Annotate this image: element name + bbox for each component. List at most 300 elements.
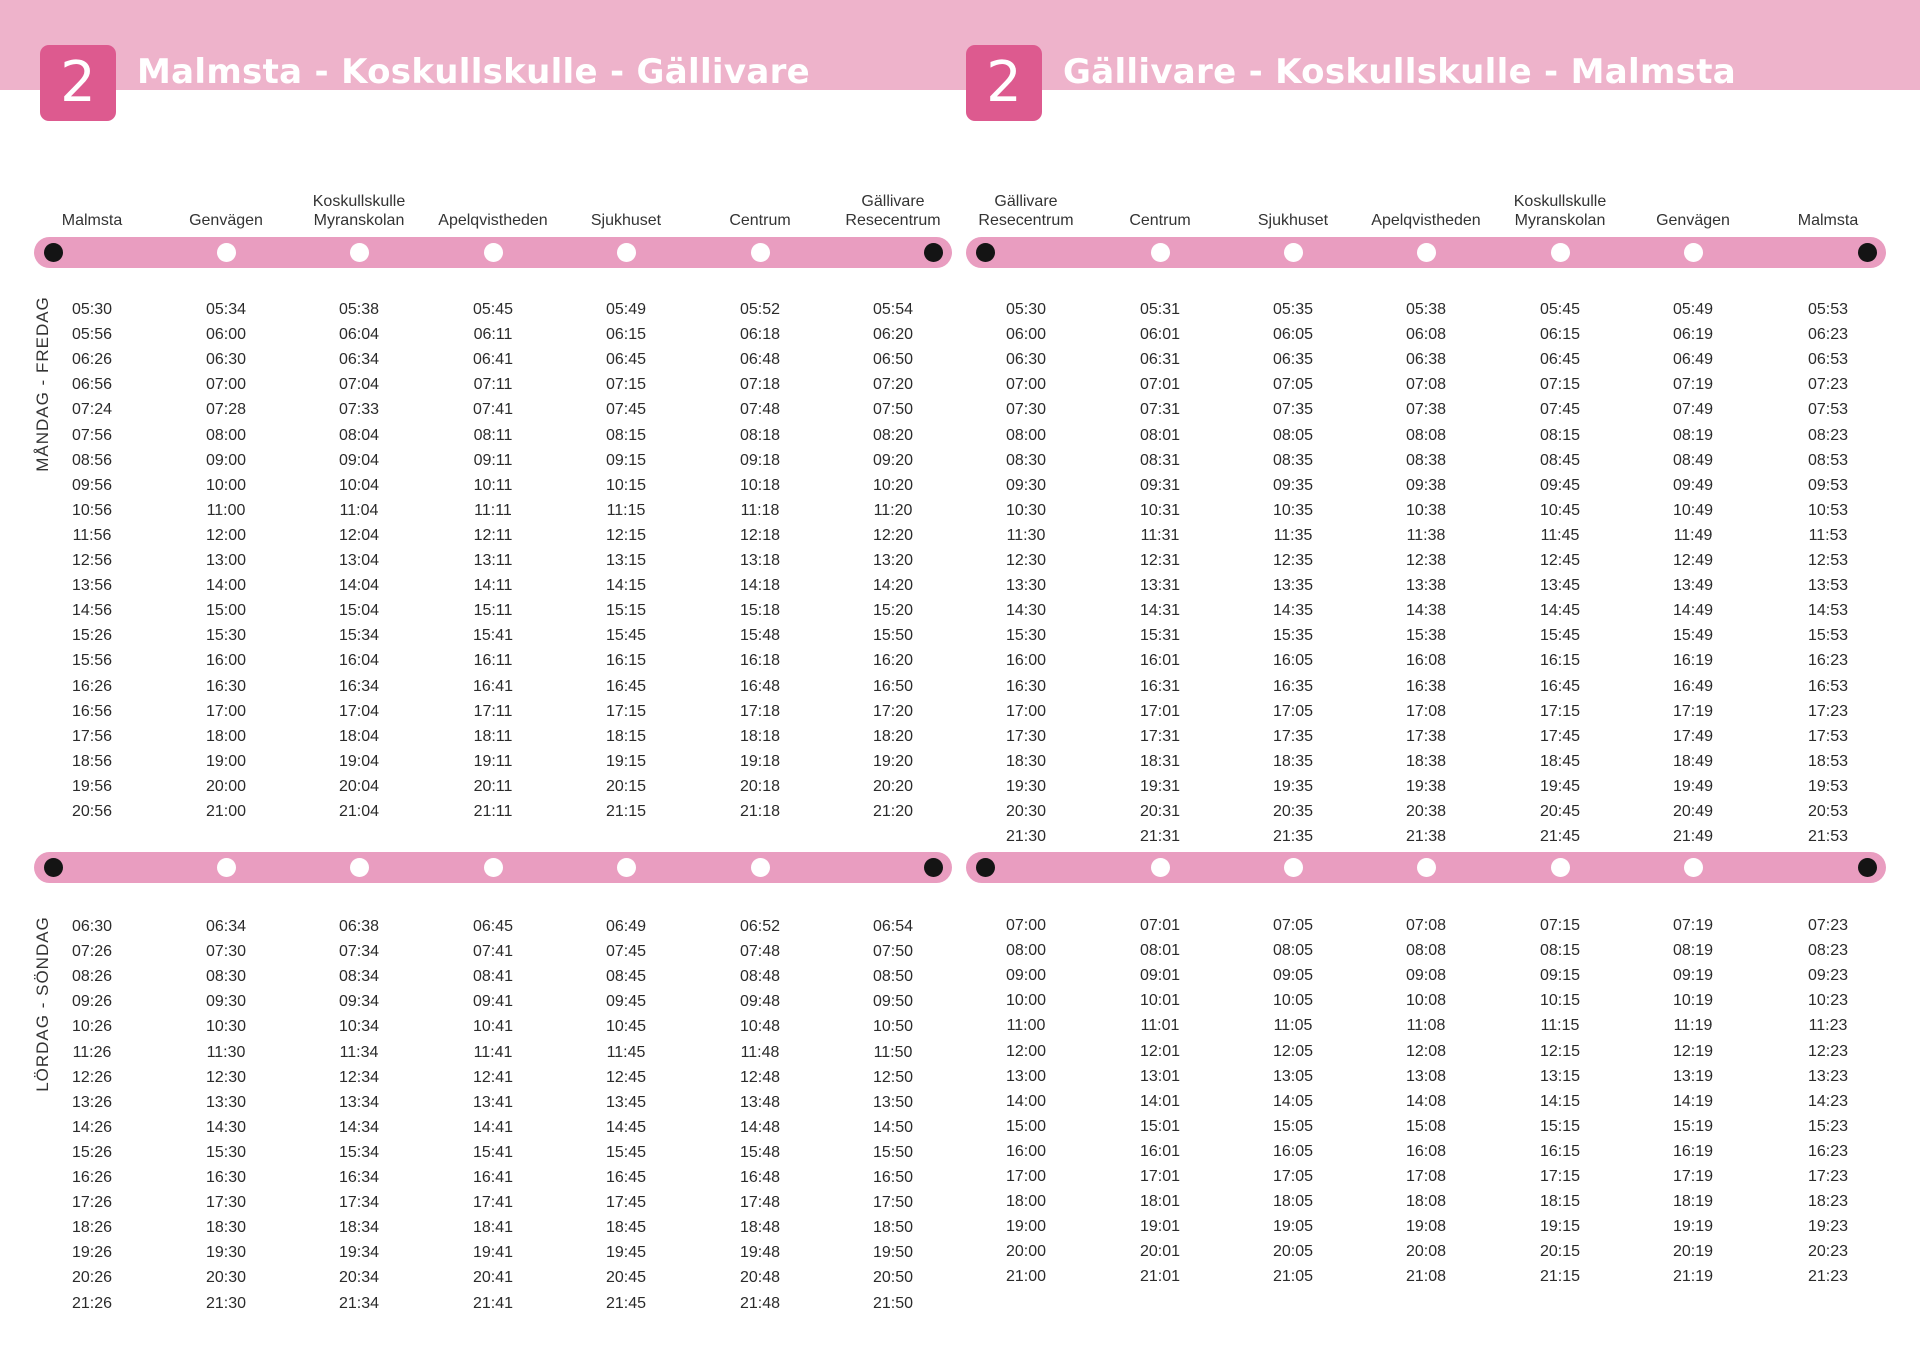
departure-time: 07:49 [1672, 401, 1714, 419]
departure-time: 15:04 [338, 602, 380, 620]
departure-time: 06:15 [1539, 326, 1581, 344]
departure-time: 18:15 [1539, 1193, 1581, 1211]
departure-time: 06:49 [605, 918, 647, 935]
departure-time: 20:30 [1005, 803, 1047, 820]
departure-time: 13:49 [1672, 577, 1714, 595]
stop-dot [1284, 243, 1303, 262]
departure-time: 19:48 [739, 1244, 781, 1262]
departure-time: 14:00 [205, 577, 247, 595]
departure-time: 18:18 [739, 727, 781, 745]
departure-time: 07:08 [1405, 917, 1447, 934]
departure-time: 20:11 [473, 777, 513, 795]
departure-time: 14:53 [1807, 602, 1849, 620]
departure-time: 06:11 [473, 326, 513, 344]
departure-time: 09:56 [71, 476, 113, 494]
departure-time: 11:15 [1540, 1017, 1580, 1035]
departure-time: 17:30 [1005, 727, 1047, 745]
departure-time: 14:08 [1405, 1092, 1447, 1110]
departure-time: 21:04 [338, 803, 380, 820]
stop-name-line2: Apelqvistheden [1371, 212, 1481, 229]
departure-time: 09:20 [872, 451, 914, 469]
departure-time: 10:05 [1272, 992, 1314, 1010]
departure-time: 08:00 [1005, 426, 1047, 444]
departure-time: 09:48 [739, 993, 781, 1011]
departure-time: 16:08 [1405, 1142, 1447, 1160]
departure-time: 07:04 [338, 376, 380, 394]
departure-time: 07:18 [739, 376, 781, 394]
departure-time: 17:53 [1807, 727, 1849, 745]
departure-time: 07:05 [1272, 917, 1314, 934]
departure-time: 18:34 [338, 1219, 380, 1237]
departure-time: 09:30 [1005, 476, 1047, 494]
departure-time: 15:30 [1005, 627, 1047, 645]
departure-time: 14:15 [1539, 1092, 1581, 1110]
departure-time: 06:00 [205, 326, 247, 344]
stop-name-line2: Malmsta [1797, 212, 1859, 229]
departure-time: 17:00 [205, 702, 247, 720]
departure-time: 10:11 [473, 476, 513, 494]
departure-time: 11:53 [1808, 526, 1848, 544]
departure-time: 15:15 [605, 602, 647, 620]
departure-time: 08:05 [1272, 426, 1314, 444]
departure-time: 09:00 [1005, 967, 1047, 985]
departure-time: 17:20 [872, 702, 914, 720]
departure-time: 16:18 [739, 652, 781, 670]
departure-time: 10:31 [1139, 501, 1181, 519]
route-line-bar [34, 237, 952, 268]
departure-time: 09:34 [338, 993, 380, 1011]
departure-time: 14:41 [472, 1118, 514, 1136]
departure-time: 06:53 [1807, 351, 1849, 369]
stop-dot [484, 858, 503, 877]
day-type-label: LÖRDAG - SÖNDAG [33, 916, 52, 1092]
departure-time: 11:31 [1140, 526, 1180, 544]
departure-time: 06:49 [1672, 351, 1714, 369]
departure-time: 08:50 [872, 968, 914, 986]
departure-time: 06:26 [71, 351, 113, 369]
departure-time: 18:45 [1539, 752, 1581, 770]
departure-time: 08:15 [1539, 426, 1581, 444]
departure-time: 15:00 [205, 602, 247, 620]
departure-time: 07:00 [1005, 917, 1047, 934]
departure-time: 18:11 [473, 727, 513, 745]
departure-time: 10:19 [1672, 992, 1714, 1010]
terminal-stop-dot [976, 243, 995, 262]
departure-time: 10:41 [472, 1018, 514, 1036]
departure-time: 08:53 [1807, 451, 1849, 469]
departure-time: 15:41 [472, 627, 514, 645]
departure-time: 09:15 [605, 451, 647, 469]
stop-dot [751, 858, 770, 877]
departure-time: 20:00 [1005, 1243, 1047, 1261]
departure-time: 08:20 [872, 426, 914, 444]
departure-time: 12:48 [739, 1068, 781, 1086]
departure-time: 16:48 [739, 677, 781, 695]
departure-time: 15:20 [872, 602, 914, 620]
departure-time: 12:30 [1005, 552, 1047, 569]
departure-time: 12:38 [1405, 552, 1447, 569]
departure-time: 14:20 [872, 577, 914, 595]
departure-time: 16:08 [1405, 652, 1447, 670]
departure-time: 16:20 [872, 652, 914, 670]
departure-time: 13:53 [1807, 577, 1849, 595]
departure-time: 20:50 [872, 1269, 914, 1287]
route-title: Gällivare - Koskullskulle - Malmsta [1063, 52, 1737, 92]
departure-time: 07:30 [205, 943, 247, 961]
departure-time: 13:45 [605, 1093, 647, 1111]
departure-time: 11:20 [873, 501, 913, 519]
departure-time: 18:05 [1272, 1193, 1314, 1211]
departure-time: 17:35 [1272, 727, 1314, 745]
departure-time: 16:15 [1539, 652, 1581, 670]
departure-time: 07:15 [605, 376, 647, 394]
departure-time: 17:08 [1405, 702, 1447, 720]
departure-time: 10:04 [338, 476, 380, 494]
departure-time: 21:48 [739, 1294, 781, 1312]
departure-time: 20:20 [872, 777, 914, 795]
departure-time: 07:35 [1272, 401, 1314, 419]
departure-time: 07:53 [1807, 401, 1849, 419]
departure-time: 14:05 [1272, 1092, 1314, 1110]
departure-time: 19:00 [205, 752, 247, 770]
stop-name-line2: Genvägen [189, 212, 263, 229]
departure-time: 06:52 [739, 918, 781, 935]
departure-time: 20:56 [71, 803, 113, 820]
stop-dot [1684, 243, 1703, 262]
departure-time: 14:56 [71, 602, 113, 620]
departure-time: 07:38 [1405, 401, 1447, 419]
departure-time: 07:26 [71, 943, 113, 961]
departure-time: 13:15 [605, 552, 647, 569]
departure-time: 13:31 [1139, 577, 1181, 595]
stop-name-line1: Koskullskulle [1513, 193, 1607, 210]
departure-time: 15:53 [1807, 627, 1849, 645]
stop-dot [1551, 858, 1570, 877]
stop-name-line2: Genvägen [1656, 212, 1730, 229]
departure-time: 15:30 [205, 1143, 247, 1161]
departure-time: 17:50 [872, 1194, 914, 1212]
departure-time: 18:30 [1005, 752, 1047, 770]
departure-time: 15:15 [1539, 1117, 1581, 1135]
departure-time: 21:53 [1807, 828, 1849, 846]
stop-label [1748, 192, 1908, 230]
departure-time: 14:30 [205, 1118, 247, 1136]
departure-time: 08:18 [739, 426, 781, 444]
departure-time: 21:23 [1807, 1268, 1849, 1286]
departure-time: 08:35 [1272, 451, 1314, 469]
departure-time: 10:15 [605, 476, 647, 494]
departure-time: 16:15 [605, 652, 647, 670]
departure-time: 12:50 [872, 1068, 914, 1086]
departure-time: 19:19 [1672, 1218, 1714, 1236]
departure-time: 12:15 [605, 526, 647, 544]
departure-time: 16:38 [1405, 677, 1447, 695]
departure-time: 15:26 [71, 1143, 113, 1161]
departure-time: 07:41 [472, 943, 514, 961]
stop-dot [1284, 858, 1303, 877]
departure-time: 20:15 [605, 777, 647, 795]
departure-time: 13:45 [1539, 577, 1581, 595]
departure-time: 21:49 [1672, 828, 1714, 846]
departure-time: 06:19 [1672, 326, 1714, 344]
departure-time: 17:31 [1139, 727, 1181, 745]
departure-time: 21:01 [1139, 1268, 1181, 1286]
departure-time: 06:41 [472, 351, 514, 369]
departure-time: 06:30 [1005, 351, 1047, 369]
departure-time: 13:30 [205, 1093, 247, 1111]
departure-time: 09:18 [739, 451, 781, 469]
departure-time: 16:01 [1139, 1142, 1181, 1160]
departure-time: 06:15 [605, 326, 647, 344]
departure-time: 06:30 [71, 918, 113, 935]
departure-time: 19:45 [605, 1244, 647, 1262]
departure-time: 05:49 [1672, 301, 1714, 318]
departure-time: 08:04 [338, 426, 380, 444]
departure-time: 14:00 [1005, 1092, 1047, 1110]
departure-time: 16:19 [1672, 1142, 1714, 1160]
departure-time: 09:49 [1672, 476, 1714, 494]
departure-time: 19:20 [872, 752, 914, 770]
departure-time: 08:23 [1807, 942, 1849, 960]
departure-time: 15:34 [338, 1143, 380, 1161]
departure-time: 09:30 [205, 993, 247, 1011]
departure-time: 05:56 [71, 326, 113, 344]
departure-time: 08:00 [205, 426, 247, 444]
stop-dot [1151, 858, 1170, 877]
departure-time: 06:45 [1539, 351, 1581, 369]
departure-time: 21:19 [1672, 1268, 1714, 1286]
departure-time: 08:15 [605, 426, 647, 444]
departure-time: 16:23 [1807, 1142, 1849, 1160]
departure-time: 20:31 [1139, 803, 1181, 820]
departure-time: 13:04 [338, 552, 380, 569]
departure-time: 20:34 [338, 1269, 380, 1287]
departure-time: 11:00 [1006, 1017, 1046, 1035]
departure-time: 12:49 [1672, 552, 1714, 569]
departure-time: 11:04 [339, 501, 379, 519]
departure-time: 21:05 [1272, 1268, 1314, 1286]
departure-time: 13:15 [1539, 1067, 1581, 1085]
departure-time: 15:01 [1139, 1117, 1181, 1135]
departure-time: 21:00 [205, 803, 247, 820]
departure-time: 16:05 [1272, 652, 1314, 670]
departure-time: 06:48 [739, 351, 781, 369]
departure-time: 05:34 [205, 301, 247, 318]
departure-time: 16:26 [71, 677, 113, 695]
departure-time: 07:20 [872, 376, 914, 394]
departure-time: 14:45 [605, 1118, 647, 1136]
departure-time: 08:56 [71, 451, 113, 469]
departure-time: 08:15 [1539, 942, 1581, 960]
departure-time: 09:45 [605, 993, 647, 1011]
stop-dot [217, 243, 236, 262]
departure-time: 17:48 [739, 1194, 781, 1212]
departure-time: 12:15 [1539, 1042, 1581, 1060]
departure-time: 19:49 [1672, 777, 1714, 795]
departure-time: 19:56 [71, 777, 113, 795]
departure-time: 15:48 [739, 627, 781, 645]
departure-time: 17:15 [1539, 1168, 1581, 1185]
departure-time: 16:45 [605, 677, 647, 695]
departure-time: 11:11 [474, 501, 512, 519]
departure-time: 18:49 [1672, 752, 1714, 770]
departure-time: 17:49 [1672, 727, 1714, 745]
departure-time: 05:49 [605, 301, 647, 318]
departure-time: 17:11 [473, 702, 513, 720]
departure-time: 18:53 [1807, 752, 1849, 770]
departure-time: 11:30 [1006, 526, 1046, 544]
departure-time: 13:20 [872, 552, 914, 569]
departure-time: 12:31 [1139, 552, 1181, 569]
departure-time: 16:49 [1672, 677, 1714, 695]
departure-time: 20:41 [472, 1269, 514, 1287]
departure-time: 18:26 [71, 1219, 113, 1237]
departure-time: 15:49 [1672, 627, 1714, 645]
departure-time: 12:18 [739, 526, 781, 544]
departure-time: 16:41 [472, 677, 514, 695]
departure-time: 14:48 [739, 1118, 781, 1136]
stop-dot [1151, 243, 1170, 262]
departure-time: 16:34 [338, 677, 380, 695]
departure-time: 19:53 [1807, 777, 1849, 795]
departure-time: 15:30 [205, 627, 247, 645]
departure-time: 14:15 [605, 577, 647, 595]
departure-time: 07:45 [605, 943, 647, 961]
departure-time: 05:45 [472, 301, 514, 318]
departure-time: 13:01 [1139, 1067, 1181, 1085]
departure-time: 19:15 [605, 752, 647, 770]
departure-time: 21:18 [739, 803, 781, 820]
departure-time: 11:08 [1406, 1017, 1446, 1035]
departure-time: 21:11 [473, 803, 513, 820]
departure-time: 14:04 [338, 577, 380, 595]
departure-time: 07:00 [205, 376, 247, 394]
departure-time: 20:08 [1405, 1243, 1447, 1261]
departure-time: 19:35 [1272, 777, 1314, 795]
departure-time: 21:00 [1005, 1268, 1047, 1286]
departure-time: 17:23 [1807, 702, 1849, 720]
departure-time: 16:53 [1807, 677, 1849, 695]
departure-time: 09:45 [1539, 476, 1581, 494]
departure-time: 06:54 [872, 918, 914, 935]
departure-time: 09:04 [338, 451, 380, 469]
departure-time: 06:08 [1405, 326, 1447, 344]
departure-time: 12:00 [1005, 1042, 1047, 1060]
departure-time: 06:20 [872, 326, 914, 344]
departure-time: 07:31 [1139, 401, 1181, 419]
departure-time: 11:15 [606, 501, 646, 519]
departure-time: 07:15 [1539, 376, 1581, 394]
departure-time: 17:05 [1272, 702, 1314, 720]
stop-name-line1 [1748, 192, 1908, 211]
departure-time: 14:19 [1672, 1092, 1714, 1110]
departure-time: 08:08 [1405, 426, 1447, 444]
stop-dot [484, 243, 503, 262]
departure-time: 07:19 [1672, 376, 1714, 394]
departure-time: 19:34 [338, 1244, 380, 1262]
departure-time: 07:08 [1405, 376, 1447, 394]
departure-time: 16:05 [1272, 1142, 1314, 1160]
departure-time: 21:41 [472, 1294, 514, 1312]
departure-time: 21:50 [872, 1294, 914, 1312]
departure-time: 10:30 [205, 1018, 247, 1036]
departure-time: 11:30 [206, 1043, 246, 1061]
departure-time: 17:08 [1405, 1168, 1447, 1185]
departure-time: 18:01 [1139, 1193, 1181, 1211]
departure-time: 08:48 [739, 968, 781, 986]
departure-time: 20:35 [1272, 803, 1314, 820]
departure-time: 05:30 [71, 301, 113, 318]
departure-time: 06:23 [1807, 326, 1849, 344]
departure-time: 08:30 [1005, 451, 1047, 469]
departure-time: 18:19 [1672, 1193, 1714, 1211]
stop-name-line2: Sjukhuset [1257, 212, 1329, 229]
departure-time: 15:18 [739, 602, 781, 620]
departure-time: 06:34 [338, 351, 380, 369]
departure-time: 08:19 [1672, 426, 1714, 444]
departure-time: 16:23 [1807, 652, 1849, 670]
departure-time: 13:18 [739, 552, 781, 569]
departure-time: 10:49 [1672, 501, 1714, 519]
stop-name-line2: Sjukhuset [590, 212, 662, 229]
departure-time: 10:45 [1539, 501, 1581, 519]
departure-time: 18:08 [1405, 1193, 1447, 1211]
departure-time: 16:30 [205, 1169, 247, 1186]
departure-time: 14:01 [1139, 1092, 1181, 1110]
departure-time: 14:31 [1139, 602, 1181, 620]
departure-time: 05:35 [1272, 301, 1314, 318]
departure-time: 11:35 [1273, 526, 1313, 544]
departure-time: 17:34 [338, 1194, 380, 1212]
departure-time: 08:00 [1005, 942, 1047, 960]
departure-time: 08:30 [205, 968, 247, 986]
departure-time: 15:31 [1139, 627, 1181, 645]
departure-time: 10:38 [1405, 501, 1447, 519]
terminal-stop-dot [44, 243, 63, 262]
departure-time: 20:38 [1405, 803, 1447, 820]
departure-time: 18:56 [71, 752, 113, 770]
departure-time: 14:49 [1672, 602, 1714, 620]
departure-time: 06:18 [739, 326, 781, 344]
departure-time: 16:45 [605, 1169, 647, 1186]
departure-time: 10:50 [872, 1018, 914, 1036]
departure-time: 07:50 [872, 943, 914, 961]
departure-time: 15:50 [872, 1143, 914, 1161]
departure-time: 15:38 [1405, 627, 1447, 645]
departure-time: 06:38 [1405, 351, 1447, 369]
departure-time: 21:15 [1539, 1268, 1581, 1286]
departure-time: 12:00 [205, 526, 247, 544]
departure-time: 11:26 [72, 1043, 112, 1061]
departure-time: 21:30 [205, 1294, 247, 1312]
departure-time: 10:35 [1272, 501, 1314, 519]
departure-time: 05:38 [338, 301, 380, 318]
departure-time: 10:53 [1807, 501, 1849, 519]
departure-time: 12:35 [1272, 552, 1314, 569]
departure-time: 06:34 [205, 918, 247, 935]
terminal-stop-dot [976, 858, 995, 877]
departure-time: 09:05 [1272, 967, 1314, 985]
route-line-bar [34, 852, 952, 883]
terminal-stop-dot [924, 858, 943, 877]
departure-time: 17:00 [1005, 1168, 1047, 1185]
departure-time: 13:19 [1672, 1067, 1714, 1085]
stop-dot [1684, 858, 1703, 877]
departure-time: 13:05 [1272, 1067, 1314, 1085]
departure-time: 05:31 [1139, 301, 1181, 318]
departure-time: 13:34 [338, 1093, 380, 1111]
departure-time: 09:26 [71, 993, 113, 1011]
